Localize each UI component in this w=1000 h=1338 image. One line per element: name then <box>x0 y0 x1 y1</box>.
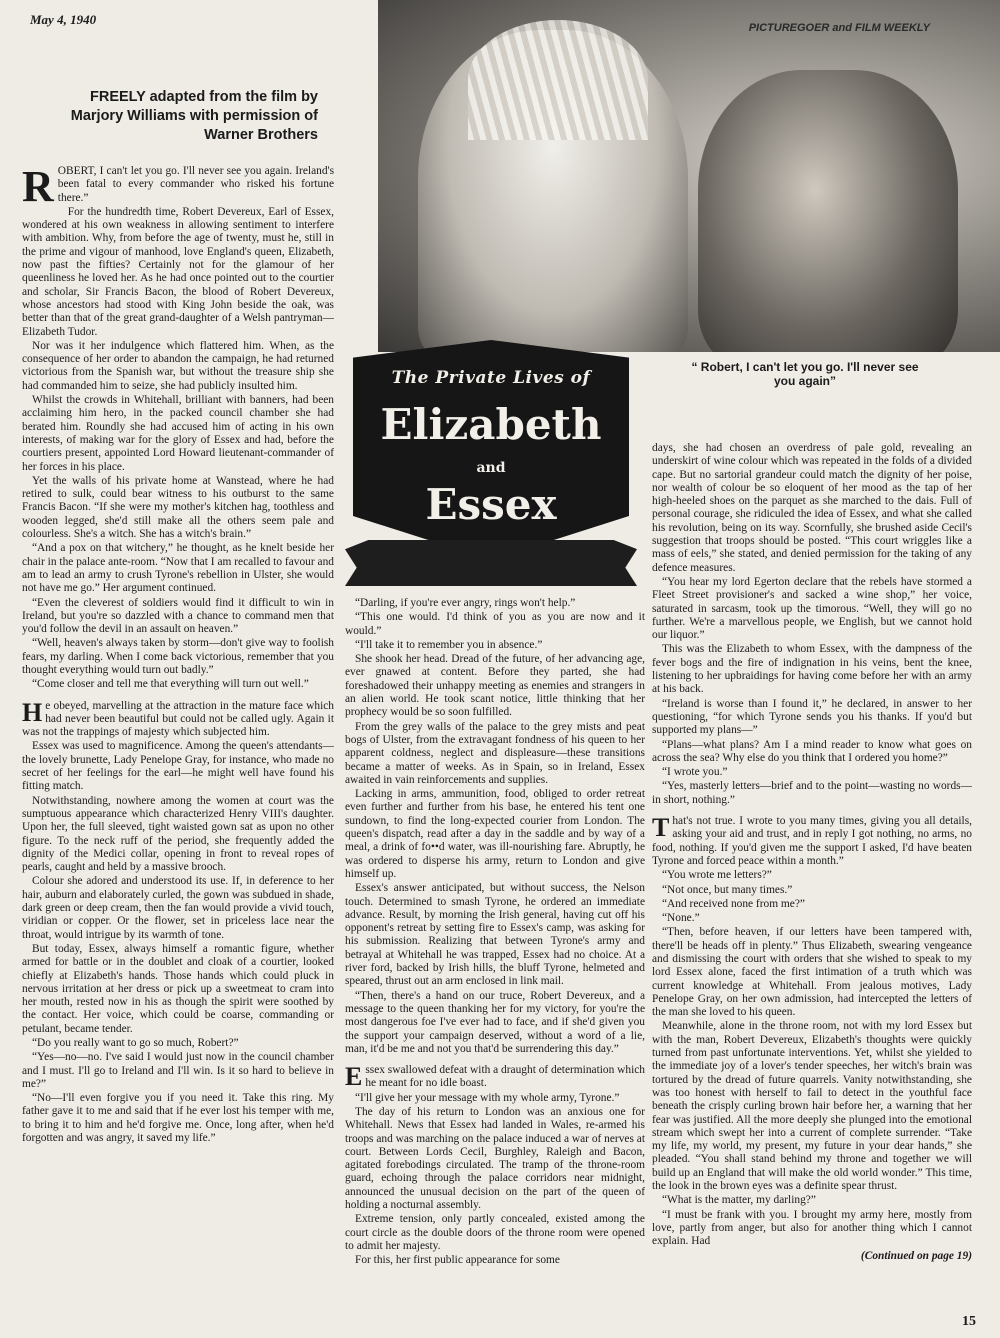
paragraph: hat's not true. I wrote to you many times, giving you all details, asking your aid and trust, and in reply I got nothing, no arms, no food, nothing. If you'd given me the support I asked, I'd have beaten Tyrone and forced peace within a month.” <box>652 815 972 867</box>
paragraph: “Not once, but many times.” <box>662 883 793 896</box>
article-column-2 <box>345 597 645 1319</box>
paragraph: “I must be frank with you. I brought my army here, mostly from love, partly from anger, but also for another thing which I cannot explain. Had <box>652 1208 972 1248</box>
paragraph: “Even the cleverest of soldiers would find it difficult to win in Ireland, but you're so dazzled with a chance to command men that you'd follow the devil in an assault on heaven.” <box>22 596 334 636</box>
banner-scroll <box>345 540 637 586</box>
paragraph: “Come closer and tell me that everything will turn out well.” <box>32 678 309 691</box>
paragraph: “No—I'll even forgive you if you need it. Take this ring. My father gave it to me and said that if he ever lost his temper with me, to bring it to him and he'd forgive me. Once, long after, when he'd forgotten and was angry, it saved my life.” <box>22 1092 334 1145</box>
paragraph: “And received none from me?” <box>662 897 805 910</box>
paragraph: “I'll take it to remember you in absence.” <box>355 638 543 651</box>
title-line-3: and <box>476 460 506 476</box>
paragraph: Colour she adored and understood its use. If, in deference to her hair, auburn and elaborately curled, the gown was subdued in shade, dark green or deep cream, then the fan would provide a vivid touch, viridian or copper. Or the flower, set in priceless lace near the throat, would intrigue by its warmth of tone. <box>22 875 334 941</box>
drop-cap: R <box>22 165 54 211</box>
drop-cap: H <box>22 697 43 727</box>
title-line-1: The Private Lives of <box>391 368 591 388</box>
paragraph: Lacking in arms, ammunition, food, obliged to order retreat even further and further from his base, he entered his tent one sundown, to find the long-expected courier from London. The queen's dispatch, read after a day in the saddle and by way of a meal, a drink of fo••d water, was ill-nourishing fare. Abruptly, he was ordered to disperse his army, return to London and give himself up. <box>345 788 645 880</box>
film-still-photo <box>378 0 1000 352</box>
paragraph: “I wrote you.” <box>662 766 728 779</box>
paragraph: From the grey walls of the palace to the grey mists and peat bogs of Ulster, from the extravagant fondness of his queen to her apparent coldness, neglect and displeasure—these transitions became a matter of weeks. As in Spain, so in Ireland, Essex awaited in vain reinforcements and supplies. <box>345 720 645 786</box>
paragraph: “Then, there's a hand on our truce, Robert Devereux, and a message to the queen thanking her for my victory, for you're the most dangerous foe I've ever had to face, and if she'd given you the support your campaign deserved, without a word of a lie, man, it'd be me and not you that'd be surrendering this day.” <box>345 989 645 1055</box>
essex-figure <box>698 70 958 352</box>
title-banner <box>345 340 637 595</box>
paragraph: “None.” <box>662 912 700 925</box>
paragraph: “You hear my lord Egerton declare that the rebels have stormed a Fleet Street provisioner's and sacked a wine shop,” her voice, saturated in sarcasm, took up the timorous. “Well, they will go no further. We're a marvellous people, we English, but we cannot hold our liquor.” <box>652 575 972 642</box>
paragraph: days, she had chosen an overdress of pale gold, revealing an underskirt of wine colour which was repeated in the folds of a divided cape. But no sartorial grandeur could match the dignity of her poise, nor wealth of colour be so eloquent of her mood as the tap of her high-heeled shoes on the parquet as she marched to the dais. Full of personal courage, she ridiculed the idea of Essex, and what she called his revolution, being on its way. Scornfully, she brushed aside Cecil's suggestion that troops should be posted. “This court wriggles like a mass of eels,” she stated, and denied permission for the taking of any defence measures. <box>652 442 972 574</box>
paragraph: “Yes—no—no. I've said I would just now in the council chamber and I must. I'll go to Ireland and I'll win. Is it so hard to believe in me?” <box>22 1051 334 1090</box>
article-column-3 <box>652 442 972 1312</box>
paragraph: “Ireland is worse than I found it,” he declared, in answer to her questioning, “for which Tyrone sends you his thanks. If you'd but supported my plans—” <box>652 697 972 737</box>
photo-caption: “ Robert, I can't let you go. I'll never see you again” <box>691 360 919 388</box>
adaptation-credit: FREELY adapted from the film by Marjory Williams with permission of Warner Brothers <box>70 89 318 143</box>
paragraph: ssex swallowed defeat with a draught of determination which he meant for no idle boast. <box>365 1064 645 1090</box>
paragraph: For the hundredth time, Robert Devereux, Earl of Essex, wondered at his own weakness in allowing sentiment to interfere with ambition. Why, from before the age of twenty, must he, still in the prime and vigour of manhood, love England's queen, Elizabeth, now past the fifties? Certainly not for the glamour of her queenliness he loved her. As he had once pointed out to the courtier and scholar, Sir Francis Bacon, the blood of Robert Devereux, whose ancestors had stood with King John beside the oak, was better than that of the great grand-daughter of a Welsh pantryman—Elizabeth Tudor. <box>22 205 334 338</box>
paragraph: “This one would. I'd think of you as you are now and it would.” <box>345 611 645 637</box>
paragraph: “Well, heaven's always taken by storm—don't give way to foolish fears, my darling. When I come back victorious, remember that you thought everything would turn out badly.” <box>22 637 334 676</box>
drop-cap: T <box>652 813 670 843</box>
paragraph: Meanwhile, alone in the throne room, not with my lord Essex but with the man, Robert Devereux, Elizabeth's thoughts were quickly turned from past unfortunate interventions. Yet, whilst she yielded to the immediate joy of a lover's tender speeches, her witch's brain was tortured by the dread of future quarrels. Vanity notwithstanding, she was too honest with herself to fail to detect in the youthful face beneath the crisply curling brown hair before her, a warning that her fear was justified. All the more deeply she plunged into the emotional stream which swept her into a current of complete surrender. “Take my life, my world, my present, my future in your dear hands,” she pleaded. “You shall stand behind my throne and together we will build up an England that will make the old world wonder.” This time, the look in the brown eyes was a definite spear thrust. <box>652 1020 972 1193</box>
paragraph: The day of his return to London was an anxious one for Whitehall. News that Essex had landed in Wales, re-armed his troops and was marching on the palace induced a war of nerves at court. Between Lords Cecil, Burghley, Raleigh and Bacon, agitated forebodings circulated. The tramp of the throne-room guard, echoing through the palace corridors near midnight, announced the unusual decision on the part of the queen of holding a nocturnal assembly. <box>345 1105 645 1212</box>
article-column-1 <box>22 165 334 1285</box>
paragraph: “Then, before heaven, if our letters have been tampered with, there'll be heads off in plenty.” Thus Elizabeth, swearing vengeance and dismissing the court with orders that she wished to speak to my lord Essex alone, faced the first intimation of a truth which was current knowledge at Whitehall. From jealous motives, Lady Penelope Gray, on her own admission, had intercepted the letters of the man she loved to his queen. <box>652 926 972 1019</box>
ruff-collar <box>468 20 648 140</box>
paragraph: e obeyed, marvelling at the attraction in the mature face which had never been beautiful but could not be called ugly. Again it was not the trappings of majesty which subjected him. <box>22 699 334 739</box>
paragraph: But today, Essex, always himself a romantic figure, whether armed for battle or in the doublet and cloak of a courtier, looked chiefly at Elizabeth's hands. Those hands which could pluck in nervous irritation at her dress or pick up a sweetmeat to cram into her mouth, rested now in his as though the spirit were soothed by the contact. Her voice, which could be coarse, commanding or petulant, became tender. <box>22 942 334 1035</box>
paragraph: OBERT, I can't let you go. I'll never see you again. Ireland's been fatal to every commander who risked his fortune there.” <box>57 165 334 204</box>
paragraph: “And a pox on that witchery,” he thought, as he knelt beside her chair in the palace ante-room. “Now that I am recalled to favour and am to lead an army to crush Tyrone's rebellion in Ulster, she would not have me go.” Her argument continued. <box>22 542 334 595</box>
paragraph: Nor was it her indulgence which flattered him. When, as the consequence of her order to abandon the campaign, he had returned victorious from the Spanish war, but without the treasure ship she had commanded him to seize, she had publicly insulted him. <box>22 339 334 392</box>
paragraph: Notwithstanding, nowhere among the women at court was the sumptuous appearance which characterized Henry VIII's daughter. Upon her, the full sleeved, tight waisted gown sat as upon no other figure. To the neck ruff of the period, she frequently added the dignity of the Medici collar, opening in front to reveal ropes of pearls, caught and held by a massive brooch. <box>22 794 334 874</box>
paragraph: “Plans—what plans? Am I a mind reader to know what goes on across the sea? Why else do you think that I ordered you home?” <box>652 738 972 764</box>
paragraph: Extreme tension, only partly concealed, existed among the court circle as the double doors of the throne room were opened to admit her majesty. <box>345 1213 645 1252</box>
drop-cap: E <box>345 1062 363 1092</box>
paragraph: “I'll give her your message with my whole army, Tyrone.” <box>355 1091 620 1104</box>
paragraph: For this, her first public appearance for some <box>355 1254 560 1267</box>
paragraph: “What is the matter, my darling?” <box>662 1194 816 1207</box>
paragraph: Whilst the crowds in Whitehall, brilliant with banners, had been acclaiming him hero, in the packed council chamber she had berated him. Roundly she had accused him of acting in his own interests, of making war for the glory of Essex and had, before the courtiers present, appointed Lord Howard lieutenant-commander of her forces in his place. <box>22 394 334 473</box>
paragraph: “Darling, if you're ever angry, rings won't help.” <box>355 597 576 609</box>
paragraph: “Yes, masterly letters—brief and to the point—wasting no words—in short, nothing.” <box>652 780 972 806</box>
paragraph: Essex was used to magnificence. Among the queen's attendants—the lovely brunette, Lady Penelope Gray, for instance, who made no secret of her feelings for the earl—he might well have found his fitting match. <box>22 740 334 793</box>
paragraph: Yet the walls of his private home at Wanstead, where he had retired to sulk, could bear witness to his outburst to the same Francis Bacon. “If she were my mother's kitchen hag, toothless and wooden legged, she'd still make all the others seem pale and colourless. She's a witch. She has a witch's brain.” <box>22 474 334 541</box>
magazine-title: PICTUREGOER and FILM WEEKLY <box>748 22 930 34</box>
continued-note: (Continued on page 19) <box>860 1249 972 1262</box>
issue-date: May 4, 1940 <box>30 12 97 27</box>
title-line-2: Elizabeth <box>380 400 602 449</box>
paragraph: “You wrote me letters?” <box>662 869 772 882</box>
paragraph: She shook her head. Dread of the future, of her advancing age, ever gnawed at content. Before they parted, she had foreshadowed their unhappy meeting as enemies and strangers in an alien world. He took scant notice, little thinking that her prophecy would be so soon fulfilled. <box>345 653 645 719</box>
paragraph: Essex's answer anticipated, but without success, the Nelson touch. Determined to smash Tyrone, he ordered an immediate advance. Result, by morning the Irish general, having cut off his opponent's retreat by setting fire to Essex's camp, was asking for his submission. Realizing that between Tyrone's army and betrayal at Whitehall he was trapped, Essex had no choice. At a river ford, backed by Irish hills, the bluff Tyrone, helmeted and speared, thrust out an arm enclosed in link mail. <box>345 882 645 988</box>
paragraph: This was the Elizabeth to whom Essex, with the dampness of the fever bogs and the fire of indignation in his veins, bent the knee, listening to her upbraidings for having come before her with an army at his back. <box>652 643 972 696</box>
page-number: 15 <box>962 1314 976 1329</box>
paragraph: “Do you really want to go so much, Robert?” <box>32 1037 239 1049</box>
title-line-4: Essex <box>425 480 557 529</box>
